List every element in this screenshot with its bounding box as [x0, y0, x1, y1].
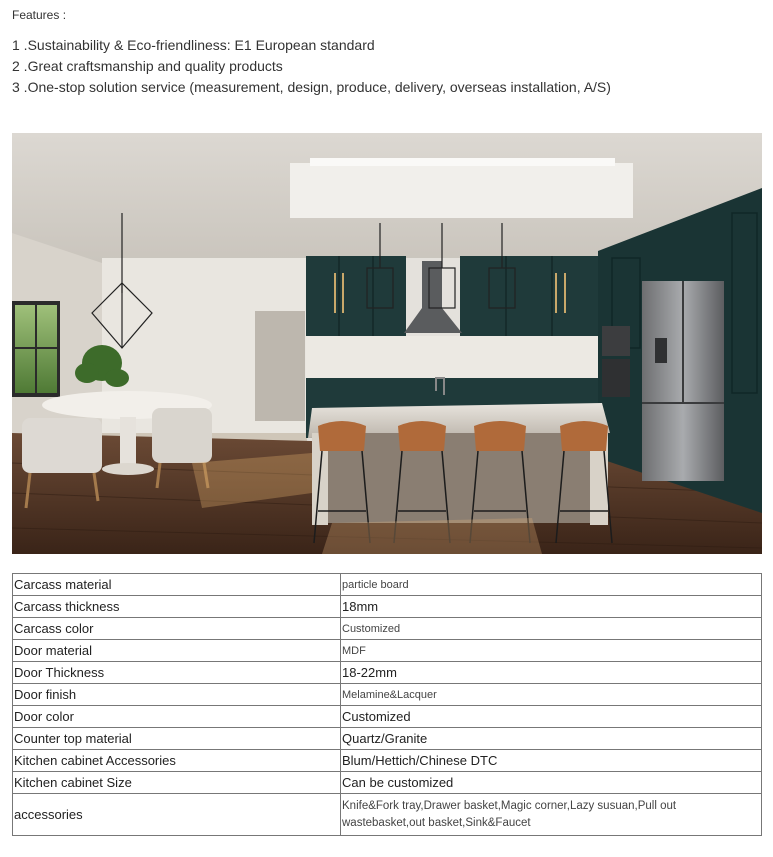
- spec-label: Door material: [13, 640, 341, 662]
- spec-label: Carcass color: [13, 618, 341, 640]
- spec-label: Door Thickness: [13, 662, 341, 684]
- table-row: [13, 794, 762, 836]
- table-row: [13, 750, 762, 772]
- spec-label: Kitchen cabinet Size: [13, 772, 341, 794]
- spec-label: Kitchen cabinet Accessories: [13, 750, 341, 772]
- table-row: [13, 662, 762, 684]
- features-heading: Features :: [12, 8, 67, 22]
- features-list: [12, 35, 611, 98]
- spec-value: Can be customized: [341, 772, 762, 794]
- spec-value: 18-22mm: [341, 662, 762, 684]
- spec-label: Door color: [13, 706, 341, 728]
- table-row: [13, 772, 762, 794]
- spec-label: Counter top material: [13, 728, 341, 750]
- spec-value: Customized: [341, 706, 762, 728]
- spec-value: particle board: [341, 574, 762, 596]
- table-row: [13, 574, 762, 596]
- spec-label: Carcass thickness: [13, 596, 341, 618]
- table-row: [13, 640, 762, 662]
- spec-value: MDF: [341, 640, 762, 662]
- spec-value: 18mm: [341, 596, 762, 618]
- feature-item: 1 .Sustainability & Eco-friendliness: E1 European standard: [12, 37, 375, 53]
- spec-value: Blum/Hettich/Chinese DTC: [341, 750, 762, 772]
- table-row: [13, 684, 762, 706]
- table-row: [13, 728, 762, 750]
- kitchen-photo: [12, 133, 762, 554]
- spec-value: Customized: [341, 618, 762, 640]
- spec-value: Knife&Fork tray,Drawer basket,Magic corner,Lazy susuan,Pull out wastebasket,out basket,Sink&Faucet: [341, 794, 762, 836]
- spec-label: Door finish: [13, 684, 341, 706]
- feature-item: 2 .Great craftsmanship and quality products: [12, 58, 283, 74]
- table-row: [13, 618, 762, 640]
- table-row: [13, 706, 762, 728]
- spec-value: Melamine&Lacquer: [341, 684, 762, 706]
- spec-table: [12, 573, 762, 836]
- feature-item: 3 .One-stop solution service (measurement, design, produce, delivery, overseas installation, A/S): [12, 79, 611, 95]
- spec-label: accessories: [13, 794, 341, 836]
- table-row: [13, 596, 762, 618]
- spec-label: Carcass material: [13, 574, 341, 596]
- spec-value: Quartz/Granite: [341, 728, 762, 750]
